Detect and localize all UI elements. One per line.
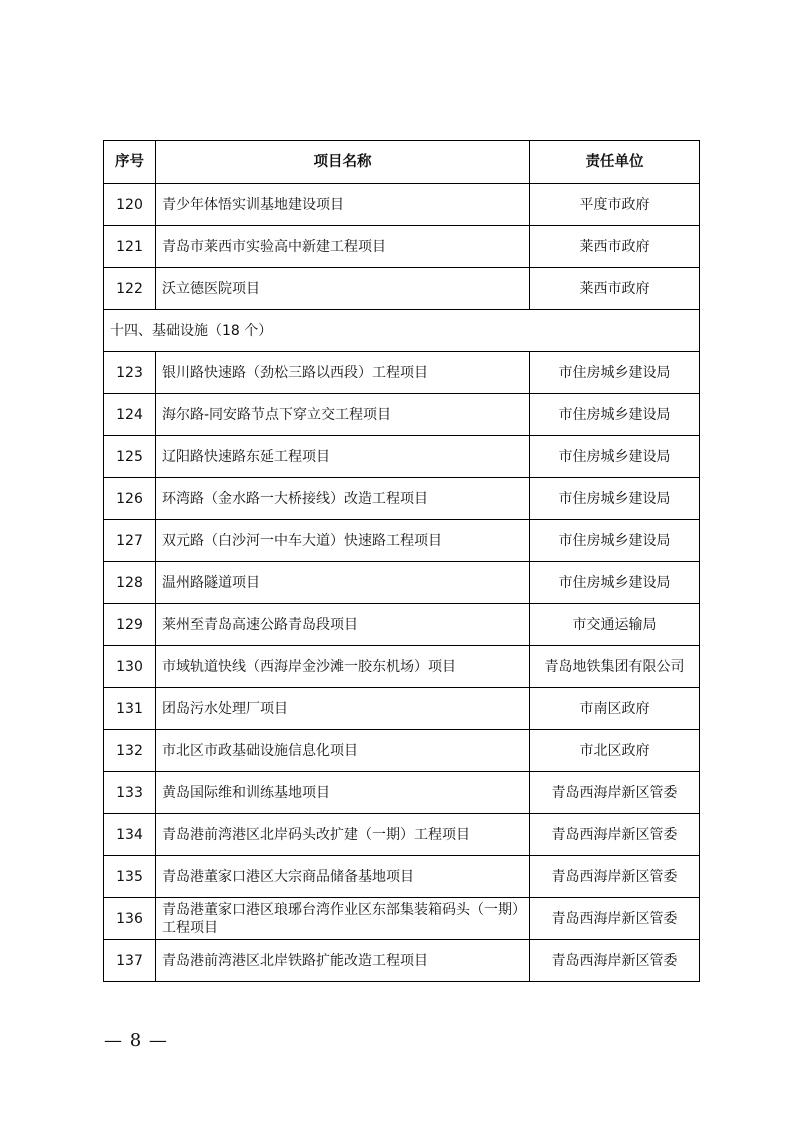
project-name: 银川路快速路（劲松三路以西段）工程项目 (156, 352, 530, 394)
row-number: 128 (104, 562, 156, 604)
row-number: 124 (104, 394, 156, 436)
table-row (104, 268, 700, 310)
responsible-unit: 平度市政府 (530, 184, 700, 226)
responsible-unit: 莱西市政府 (530, 268, 700, 310)
table-row (104, 688, 700, 730)
project-name: 黄岛国际维和训练基地项目 (156, 772, 530, 814)
section-row (104, 310, 700, 352)
project-name: 青岛港董家口港区琅琊台湾作业区东部集装箱码头（一期）工程项目 (156, 898, 530, 940)
project-name: 青岛港前湾港区北岸码头改扩建（一期）工程项目 (156, 814, 530, 856)
responsible-unit: 市北区政府 (530, 730, 700, 772)
responsible-unit: 市交通运输局 (530, 604, 700, 646)
row-number: 134 (104, 814, 156, 856)
section-title: 十四、基础设施（18 个） (104, 310, 700, 352)
row-number: 137 (104, 940, 156, 982)
project-name: 青岛港前湾港区北岸铁路扩能改造工程项目 (156, 940, 530, 982)
header-project-name: 项目名称 (156, 141, 530, 184)
table-row (104, 856, 700, 898)
table-row (104, 352, 700, 394)
table-row (104, 772, 700, 814)
project-name: 海尔路-同安路节点下穿立交工程项目 (156, 394, 530, 436)
project-name: 青少年体悟实训基地建设项目 (156, 184, 530, 226)
responsible-unit: 青岛西海岸新区管委 (530, 772, 700, 814)
row-number: 126 (104, 478, 156, 520)
table-row (104, 604, 700, 646)
responsible-unit: 青岛地铁集团有限公司 (530, 646, 700, 688)
responsible-unit: 市住房城乡建设局 (530, 562, 700, 604)
responsible-unit: 青岛西海岸新区管委 (530, 856, 700, 898)
table-header-row (104, 141, 700, 184)
table-row (104, 814, 700, 856)
table-row (104, 898, 700, 940)
table-row (104, 226, 700, 268)
responsible-unit: 市住房城乡建设局 (530, 520, 700, 562)
responsible-unit: 市南区政府 (530, 688, 700, 730)
row-number: 125 (104, 436, 156, 478)
header-responsible-unit: 责任单位 (530, 141, 700, 184)
row-number: 129 (104, 604, 156, 646)
responsible-unit: 市住房城乡建设局 (530, 478, 700, 520)
table-row (104, 940, 700, 982)
row-number: 122 (104, 268, 156, 310)
row-number: 121 (104, 226, 156, 268)
project-name: 沃立德医院项目 (156, 268, 530, 310)
project-name: 市域轨道快线（西海岸金沙滩一胶东机场）项目 (156, 646, 530, 688)
row-number: 123 (104, 352, 156, 394)
responsible-unit: 莱西市政府 (530, 226, 700, 268)
table-row (104, 394, 700, 436)
row-number: 136 (104, 898, 156, 940)
responsible-unit: 青岛西海岸新区管委 (530, 898, 700, 940)
table-row (104, 478, 700, 520)
row-number: 133 (104, 772, 156, 814)
project-name: 莱州至青岛高速公路青岛段项目 (156, 604, 530, 646)
row-number: 130 (104, 646, 156, 688)
project-name: 环湾路（金水路一大桥接线）改造工程项目 (156, 478, 530, 520)
project-name: 青岛市莱西市实验高中新建工程项目 (156, 226, 530, 268)
table-row (104, 730, 700, 772)
page-number: — 8 — (104, 1030, 168, 1051)
project-name: 辽阳路快速路东延工程项目 (156, 436, 530, 478)
section-body (104, 310, 700, 352)
project-name: 团岛污水处理厂项目 (156, 688, 530, 730)
table-row (104, 646, 700, 688)
table-body-after-section (104, 352, 700, 982)
project-name: 市北区市政基础设施信息化项目 (156, 730, 530, 772)
header-no: 序号 (104, 141, 156, 184)
table-row (104, 184, 700, 226)
row-number: 132 (104, 730, 156, 772)
project-table (103, 140, 700, 982)
row-number: 120 (104, 184, 156, 226)
responsible-unit: 市住房城乡建设局 (530, 352, 700, 394)
table-row (104, 520, 700, 562)
table-row (104, 562, 700, 604)
responsible-unit: 市住房城乡建设局 (530, 394, 700, 436)
row-number: 135 (104, 856, 156, 898)
project-name: 双元路（白沙河一中车大道）快速路工程项目 (156, 520, 530, 562)
project-name: 温州路隧道项目 (156, 562, 530, 604)
row-number: 131 (104, 688, 156, 730)
row-number: 127 (104, 520, 156, 562)
responsible-unit: 青岛西海岸新区管委 (530, 940, 700, 982)
responsible-unit: 青岛西海岸新区管委 (530, 814, 700, 856)
responsible-unit: 市住房城乡建设局 (530, 436, 700, 478)
project-name: 青岛港董家口港区大宗商品储备基地项目 (156, 856, 530, 898)
table-body-before-section (104, 184, 700, 310)
table-row (104, 436, 700, 478)
